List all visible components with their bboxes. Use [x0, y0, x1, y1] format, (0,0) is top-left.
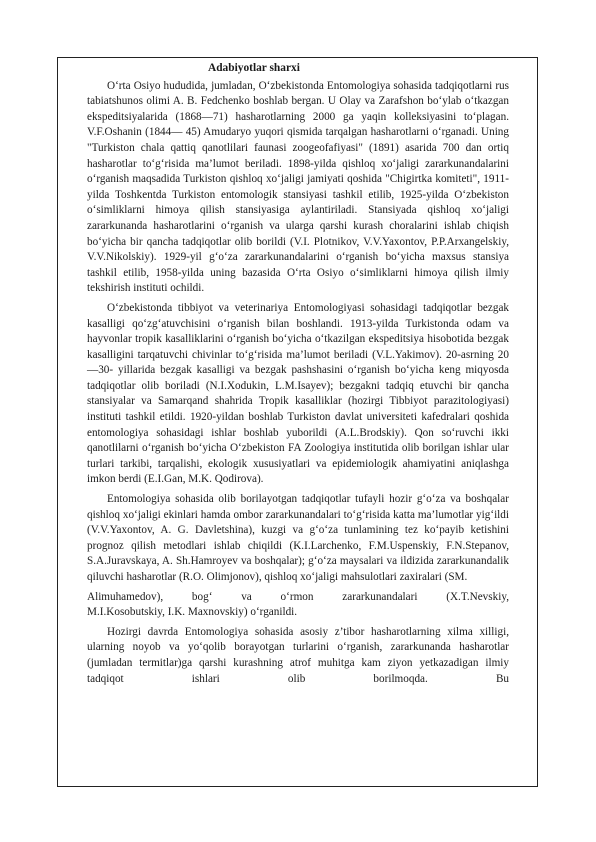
document-body — [87, 61, 509, 687]
section-heading: Adabiyotlar sharxi — [208, 62, 300, 74]
paragraph-medical-entomology: O‘zbekistonda tibbiyot va veterinariya Entomologiyasi sohasidagi tadqiqotlar bezgak kasalligi qo‘zg‘atuvchisini o‘rganish bilan boshlandi. 1913-yilda Turkistonda odam va hayvonlar tropik kasalliklarini o‘rganish bo‘yicha o‘tkazilgan ekspeditsiya hisobotida bezgak kasalligini tarqatuvchi chivinlar to‘g‘risida ma’lumot beriladi (V.L.Yakimov). 20-asrning 20—30- yillarida bezgak kasalligi va bezgak pashshasini o‘rganish bo‘yicha keng miqyosda tadqiqotlar olib boriladi (N.I.Xodukin, L.M.Isayev); bezgakni tadqiq etuvchi bir qancha stansiyalar va Samarqand shahrida Tropik kasalliklar (hozirgi Tibbiyot parazitologiyasi) instituti tashkil etildi. 1920-yildan boshlab Turkiston davlat universiteti kafedralari qoshida entomologiya sohasidagi ishlar boshlab yuborildi (A.L.Brodskiy). Qon so‘ruvchi ikki qanotlilarni o‘rganish bo‘yicha O‘zbekiston FA Zoologiya institutida olib borilgan ishlar ular turlari tarkibi, tarqalishi, ekologik xususiyatlari va epidemiologik ahamiyatini aniqlashga imkon berdi (E.I.Gan, M.K. Qodirova). — [87, 301, 509, 486]
paragraph-current-research: Hozirgi davrda Entomologiya sohasida asosiy z’tibor hasharotlarning xilma xilligi, ularning noyob va yo‘qolib borayotgan turlarini o‘rganish, zararkunanda hasharotlar (jumladan termitlar)ga qarshi kurashning atrof muhitga kam ziyon yetkazadigan ilmiy tadqiqot ishlari olib borilmoqda. Bu — [87, 625, 509, 685]
paragraph-entomology-history: O‘rta Osiyo hududida, jumladan, O‘zbekistonda Entomologiya sohasida tadqiqotlarni rus tabiatshunos olimi A. B. Fedchenko boshlab bergan. U Olay va Zarafshon bo‘ylab o‘tkazgan ekspeditsiyalarida (1868—71) hasharotlarning 2000 ga yaqin kolleksiyasini to‘plagan. V.F.Oshanin (1844— 45) Amudaryo yuqori qismida tarqalgan hasharotlarni o‘rganadi. Uning "Turkiston chala qattiq qanotlilari faunasi zoogeofafiyasi" (1891) asarida 700 dan ortiq hasharotlar to‘g‘risida ma’lumot beriladi. 1898-yilda qishloq xo‘jaligi zararkunandalarini o‘rganish maqsadida Turkiston qishloq xo‘jaligi jamiyati qoshida "Chigirtka komiteti", 1911-yilda Toshkentda Turkiston entomologik stansiyasi tashkil etilib, 1925-yilda O‘zbekiston o‘simliklarni himoya qilish stansiyasiga aylantiriladi. Stansiyada qishloq xo‘jaligi zararkunanda hasharotlarini o‘rganish va ularga qarshi kurash choralarini ishlab chiqish bo‘yicha bir qancha tadqiqotlar olib borildi (V.I. Plotnikov, V.V.Yaxontov, P.P.Arxangelskiy, V.V.Nikolskiy). 1929-yil g‘o‘za zararkunandalarini o‘rganish bo‘yicha maxsus stansiya tashkil etilib, 1958-yilda uning bazasida O‘rta Osiyo o‘simliklarni himoya qilish ilmiy tekshirish instituti ochildi. — [87, 79, 509, 295]
paragraph-agricultural-research: Entomologiya sohasida olib borilayotgan tadqiqotlar tufayli hozir g‘o‘za va boshqalar qishloq xo‘jaligi ekinlari hamda ombor zararkunandalari to‘g‘risida katta ma’lumotlar yig‘ildi (V.V.Yaxontov, A. G. Davletshina), kuzgi va g‘o‘za tunlamining tez ko‘payib ketishini prognoz qilish metodlari ishlab chiqildi (K.I.Larchenko, F.M.Uspenskiy, F.N.Stepanov, S.A.Juravskaya, A. Sh.Hamroyev va boshqalar); g‘o‘za maysalari va ildizida zararkunandalik qiluvchi hasharotlar (R.O. Olimjonov), qishloq xo‘jaligi mahsulotlari zaxiralari (SM. — [87, 493, 509, 583]
paragraph-continuation-line: Alimuhamedov), bog‘ va o‘rmon zararkunandalari (X.T.Nevskiy, — [87, 590, 509, 603]
paragraph-continuation-end: M.I.Kosobutskiy, I.K. Maxnovskiy) o‘rganildi. — [87, 606, 298, 619]
